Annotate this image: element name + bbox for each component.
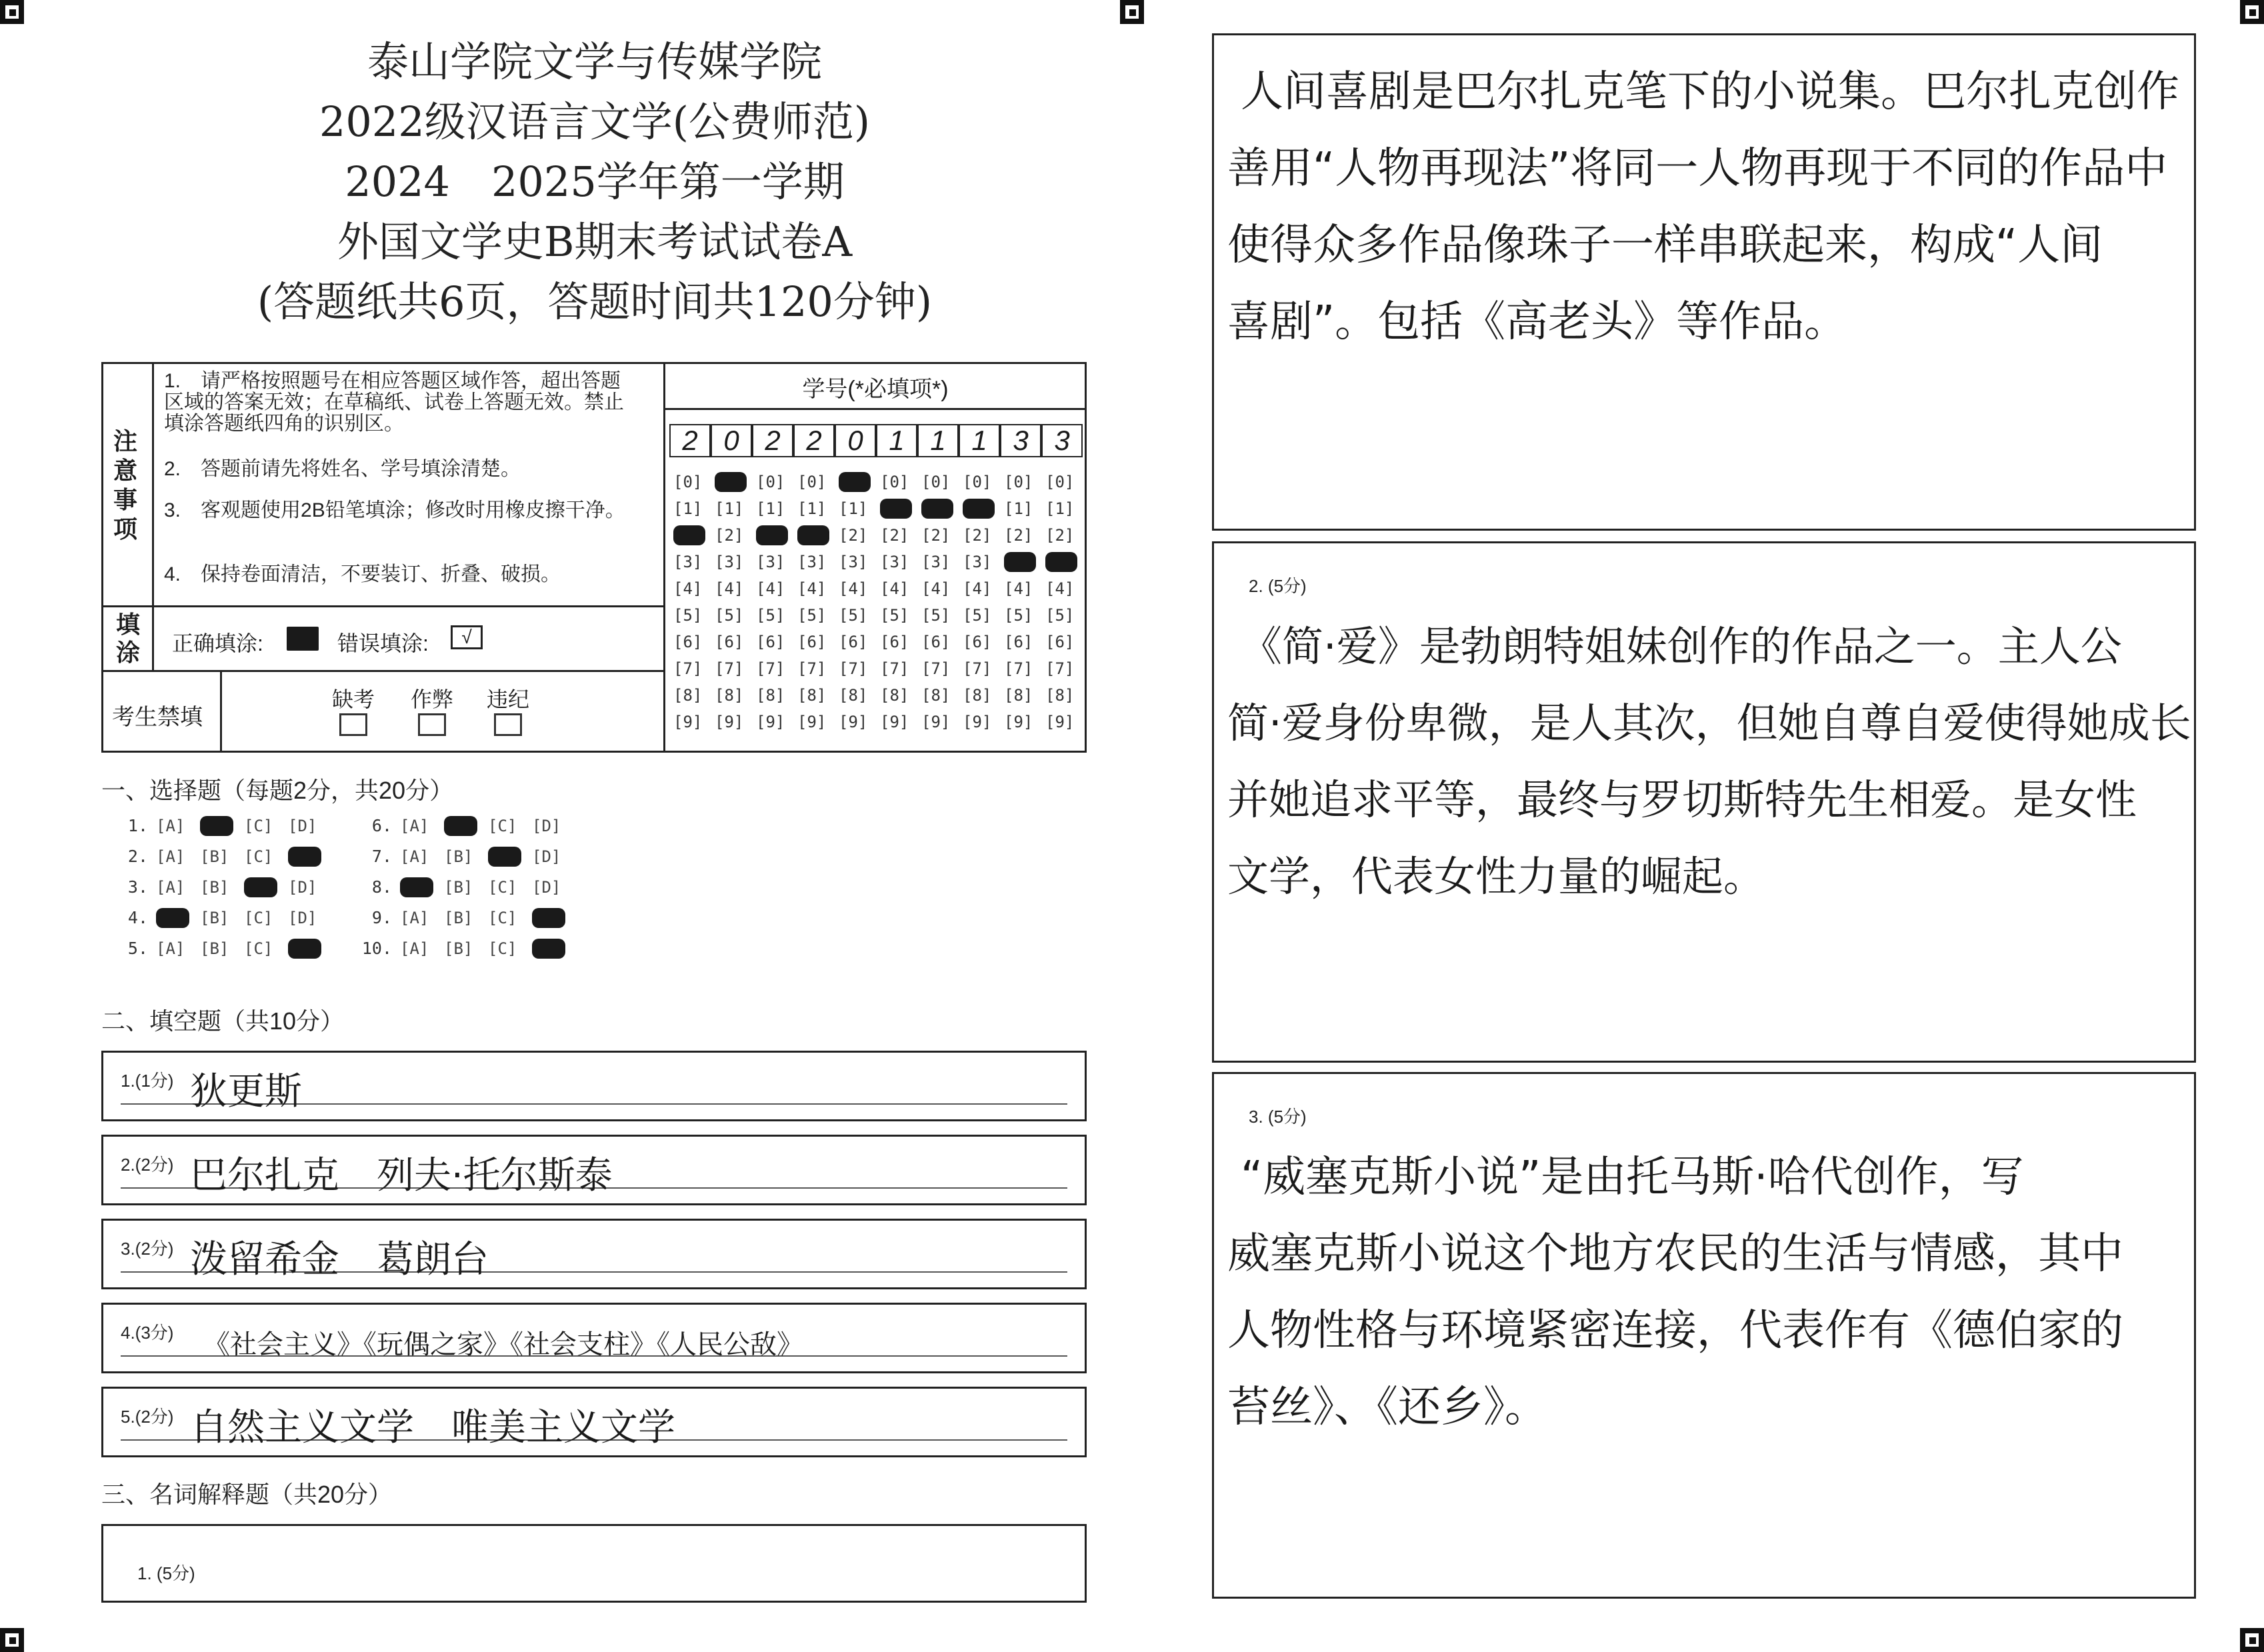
student-id-digit-box[interactable] [1041,424,1083,457]
student-id-bubble-filled[interactable] [673,525,705,545]
student-id-digit: 2 [682,425,698,456]
essay-question-label: 3. (5分) [1249,1107,1307,1127]
student-id-bubble[interactable]: [1] [1004,499,1033,518]
student-id-bubble[interactable]: [2] [1045,526,1075,545]
student-id-bubble[interactable]: [4] [756,579,785,598]
student-id-digit: 1 [930,425,946,456]
choice-question-number: 5. [127,939,148,958]
notice-item-3: 3. 客观题使用2B铅笔填涂；修改时用橡皮擦干净。 [164,499,625,521]
student-id-bubble[interactable]: [7] [839,659,868,678]
student-id-bubble[interactable]: [0] [756,473,785,491]
student-id-bubble[interactable]: [8] [1004,686,1033,705]
essay-answer-box[interactable] [1212,1072,2196,1599]
student-id-label: 学号(*必填项*) [802,377,949,402]
choice-question-number: 4. [127,908,148,927]
student-id-bubble[interactable]: [5] [673,606,703,625]
essay-answer-box[interactable] [1212,541,2196,1063]
choice-question-number: 3. [127,877,148,897]
choice-option[interactable]: [A] [400,817,429,835]
choice-question-number: 9. [371,908,392,927]
student-id-bubble[interactable]: [7] [921,659,951,678]
student-id-bubble[interactable]: [2] [963,526,992,545]
divider [663,362,665,753]
student-id-bubble[interactable]: [5] [715,606,744,625]
student-id-bubble[interactable]: [4] [921,579,951,598]
student-id-digit-box[interactable] [793,424,835,457]
student-id-digit: 2 [806,425,822,456]
student-id-digit: 3 [1013,425,1029,456]
essay-answer-line: 文学，代表女性力量的崛起。 [1227,852,1765,901]
choice-option-filled[interactable] [444,816,477,836]
student-id-bubble[interactable]: [4] [797,579,827,598]
student-id-bubble[interactable]: [9] [839,713,868,731]
forbidden-violation-label: 违纪 [486,687,529,711]
essay-answer-line: “威塞克斯小说”是由托马斯·哈代创作，写 [1241,1153,2024,1202]
essay-answer-line: 人物性格与环境紧密连接，代表作有《德伯家的 [1227,1306,2123,1355]
choice-option[interactable]: [A] [156,847,185,866]
notice-label: 注意事项 [113,427,138,543]
student-id-digit-box[interactable] [669,424,711,457]
fill-answer-text: 巴尔扎克 列夫·托尔斯泰 [190,1154,613,1197]
student-id-bubble[interactable]: [9] [756,713,785,731]
fill-answer-box[interactable] [101,1387,1087,1457]
essay-answer-line: 使得众多作品像珠子一样串联起来，构成“人间 [1227,221,2103,270]
choice-option[interactable]: [C] [488,817,517,835]
student-id-bubble[interactable]: [5] [839,606,868,625]
student-id-bubble[interactable]: [4] [1004,579,1033,598]
choice-option[interactable]: [A] [156,939,185,958]
student-id-bubble[interactable]: [6] [921,633,951,651]
section2-title: 二、填空题（共10分） [101,1007,345,1035]
student-id-bubble-grid[interactable] [669,467,1083,740]
essay-answer-line: 《简·爱》是勃朗特姐妹创作的作品之一。主人公 [1241,622,2122,671]
student-id-bubble[interactable]: [1] [1045,499,1075,518]
student-id-bubble-filled[interactable] [880,499,912,519]
corner-mark-top-right [2240,0,2264,24]
choice-option[interactable]: [D] [532,878,561,897]
student-id-bubble[interactable]: [8] [963,686,992,705]
student-id-bubble[interactable]: [4] [1045,579,1075,598]
fill-answer-box[interactable] [101,1051,1087,1121]
notice-item-4: 4. 保持卷面清洁，不要装订、折叠、破损。 [164,563,561,585]
fill-answer-text: 泼留希金 葛朗台 [190,1238,489,1281]
corner-mark-top-left [0,0,24,24]
choice-option[interactable]: [C] [488,939,517,958]
student-id-bubble[interactable]: [2] [921,526,951,545]
student-id-digits[interactable] [669,424,1083,464]
student-id-digit: 2 [765,425,781,456]
student-id-bubble[interactable]: [6] [797,633,827,651]
essay-answer-line: 并她追求平等，最终与罗切斯特先生相爱。是女性 [1227,775,2137,824]
choice-option[interactable]: [A] [156,817,185,835]
choice-option-filled[interactable] [200,816,233,836]
choice-option[interactable]: [D] [288,909,317,927]
essay-answer-line: 简·爱身份卑微，是人其次，但她自尊自爱使得她成长 [1227,699,2191,747]
divider [220,670,222,753]
student-id-bubble[interactable]: [1] [839,499,868,518]
header-line-5: (答题纸共6页，答题时间共120分钟) [257,277,933,326]
student-id-digit-box[interactable] [1000,424,1041,457]
choice-option[interactable]: [B] [200,847,229,866]
student-id-bubble[interactable]: [9] [921,713,951,731]
wrong-fill-sample [451,625,483,649]
student-id-bubble[interactable]: [9] [1004,713,1033,731]
choice-option[interactable]: [B] [200,939,229,958]
student-id-bubble[interactable]: [1] [797,499,827,518]
student-id-bubble-filled[interactable] [756,525,788,545]
student-id-bubble[interactable]: [6] [880,633,909,651]
student-id-bubble-filled[interactable] [1004,552,1036,572]
choice-option-filled[interactable] [400,877,433,897]
student-id-bubble[interactable]: [4] [963,579,992,598]
student-id-bubble[interactable]: [2] [1004,526,1033,545]
forbidden-absent-box[interactable] [339,713,367,736]
student-id-bubble[interactable]: [1] [756,499,785,518]
student-id-bubble[interactable]: [0] [673,473,703,491]
choice-option-filled[interactable] [288,847,321,867]
choice-option[interactable]: [D] [288,817,317,835]
student-id-bubble[interactable]: [7] [1045,659,1075,678]
choice-option[interactable]: [B] [444,939,473,958]
student-id-digit-box[interactable] [959,424,1000,457]
essay-answer-line: 喜剧”。包括《高老头》等作品。 [1227,297,1847,347]
forbidden-cheat[interactable] [408,683,456,739]
choice-option-filled[interactable] [288,939,321,959]
fill-answer-label: 1.(1分) [121,1071,174,1091]
student-id-bubble[interactable]: [8] [673,686,703,705]
wrong-fill-label: 错误填涂: [337,631,429,655]
choice-question-number: 10. [361,939,392,958]
forbidden-absent-label: 缺考 [331,687,375,711]
header-line-3: 2024 2025学年第一学期 [345,157,845,206]
choice-question-number: 8. [371,877,392,897]
student-id-bubble[interactable]: [3] [797,553,827,571]
student-id-bubble[interactable]: [5] [797,606,827,625]
forbidden-cheat-label: 作弊 [410,687,453,711]
divider [665,408,1087,410]
choice-option[interactable]: [C] [488,909,517,927]
divider [101,605,665,607]
essay-question-label: 2. (5分) [1249,576,1307,596]
header-line-1: 泰山学院文学与传媒学院 [367,37,822,86]
student-id-bubble[interactable]: [0] [880,473,909,491]
student-id-bubble-filled[interactable] [921,499,953,519]
essay-answer-line: 善用“人物再现法”将同一人物再现于不同的作品中 [1227,144,2168,193]
choice-option[interactable]: [A] [156,878,185,897]
choice-option[interactable]: [C] [244,817,273,835]
student-id-digit-box[interactable] [876,424,917,457]
student-id-bubble[interactable]: [4] [715,579,744,598]
essay-answer-line: 苔丝》、《还乡》。 [1227,1383,1547,1432]
student-id-bubble[interactable]: [8] [921,686,951,705]
student-id-bubble[interactable]: [1] [715,499,744,518]
student-id-bubble[interactable]: [1] [673,499,703,518]
fill-label: 填涂 [116,611,141,666]
student-id-bubble[interactable]: [8] [880,686,909,705]
forbidden-violation[interactable] [484,683,532,739]
choice-option[interactable]: [C] [244,939,273,958]
choice-option[interactable]: [A] [400,909,429,927]
forbidden-cheat-box[interactable] [418,713,446,736]
choice-option-filled[interactable] [532,908,565,928]
student-id-digit-box[interactable] [917,424,959,457]
student-id-bubble[interactable]: [4] [880,579,909,598]
student-id-bubble[interactable]: [0] [1045,473,1075,491]
fill-answer-label: 4.(3分) [121,1323,174,1343]
student-id-bubble[interactable]: [4] [839,579,868,598]
divider [101,670,665,672]
student-id-bubble[interactable]: [7] [963,659,992,678]
student-id-bubble[interactable]: [3] [880,553,909,571]
student-id-bubble[interactable]: [9] [880,713,909,731]
student-id-digit: 0 [847,425,863,456]
fill-answer-label: 2.(2分) [121,1155,174,1175]
student-id-bubble[interactable]: [3] [715,553,744,571]
fill-answer-label: 5.(2分) [121,1407,174,1427]
student-id-bubble-filled[interactable] [839,472,871,492]
student-id-digit-box[interactable] [711,424,752,457]
fill-answer-box[interactable] [101,1303,1087,1373]
choice-option-filled[interactable] [244,877,277,897]
choice-question-number: 7. [371,847,392,866]
student-id-bubble-filled[interactable] [797,525,829,545]
choice-question-number: 1. [127,816,148,835]
student-id-bubble[interactable]: [5] [1004,606,1033,625]
choice-option[interactable]: [D] [532,847,561,866]
student-id-bubble[interactable]: [0] [1004,473,1033,491]
student-id-bubble[interactable]: [2] [715,526,744,545]
student-id-bubble[interactable]: [7] [880,659,909,678]
student-id-bubble[interactable]: [6] [963,633,992,651]
fill-answer-text: 《社会主义》《玩偶之家》《社会支柱》《人民公敌》 [203,1329,803,1360]
choice-option[interactable]: [A] [400,847,429,866]
section1-title: 一、选择题（每题2分，共20分） [101,777,454,804]
student-id-bubble[interactable]: [9] [963,713,992,731]
term-q1-box[interactable] [101,1524,1087,1603]
student-id-bubble[interactable]: [9] [797,713,827,731]
forbidden-absent[interactable] [329,683,377,739]
student-id-bubble[interactable]: [2] [880,526,909,545]
forbidden-violation-box[interactable] [494,713,522,736]
student-id-bubble[interactable]: [3] [673,553,703,571]
term-q1-label: 1. (5分) [137,1563,195,1583]
student-id-bubble[interactable]: [8] [797,686,827,705]
essay-answer-line: 人间喜剧是巴尔扎克笔下的小说集。巴尔扎克创作 [1241,67,2179,117]
essay-answer-line: 威塞克斯小说这个地方农民的生活与情感，其中 [1227,1229,2123,1279]
essay-answer-box[interactable] [1212,33,2196,531]
section3-title: 三、名词解释题（共20分） [101,1481,393,1508]
choice-option[interactable]: [D] [532,817,561,835]
student-id-bubble[interactable]: [9] [1045,713,1075,731]
student-id-bubble-filled[interactable] [715,472,747,492]
student-id-bubble[interactable]: [6] [1045,633,1075,651]
corner-mark-top-center [1120,0,1144,24]
student-id-bubble[interactable]: [8] [756,686,785,705]
choice-option[interactable]: [B] [444,847,473,866]
choice-option-filled[interactable] [488,847,521,867]
student-id-bubble[interactable]: [3] [756,553,785,571]
student-id-bubble[interactable]: [0] [921,473,951,491]
choice-option[interactable]: [B] [200,909,229,927]
student-id-digit: 1 [971,425,987,456]
student-id-bubble[interactable]: [6] [756,633,785,651]
student-id-bubble[interactable]: [6] [715,633,744,651]
correct-fill-label: 正确填涂: [172,631,263,655]
student-id-bubble[interactable]: [3] [963,553,992,571]
divider [152,362,154,670]
student-id-bubble[interactable]: [3] [921,553,951,571]
student-id-bubble[interactable]: [7] [1004,659,1033,678]
choice-option[interactable]: [D] [288,878,317,897]
choice-option[interactable]: [B] [444,909,473,927]
student-id-bubble[interactable]: [5] [756,606,785,625]
student-id-bubble[interactable]: [5] [880,606,909,625]
student-id-bubble[interactable]: [7] [756,659,785,678]
choice-answers[interactable] [113,816,593,976]
student-id-bubble[interactable]: [7] [797,659,827,678]
corner-mark-bottom-right [2240,1628,2264,1652]
choice-option[interactable]: [C] [488,878,517,897]
choice-option[interactable]: [B] [444,878,473,897]
student-id-bubble[interactable]: [5] [921,606,951,625]
corner-mark-bottom-left [0,1628,24,1652]
student-id-bubble[interactable]: [3] [839,553,868,571]
student-id-digit: 3 [1054,425,1070,456]
choice-option[interactable]: [A] [400,939,429,958]
choice-option[interactable]: [B] [200,878,229,897]
student-id-bubble[interactable]: [8] [839,686,868,705]
choice-option-filled[interactable] [532,939,565,959]
student-id-bubble[interactable]: [7] [673,659,703,678]
student-id-bubble[interactable]: [6] [839,633,868,651]
header-line-2: 2022级汉语言文学(公费师范) [319,97,871,146]
student-id-digit-box[interactable] [835,424,876,457]
wrong-fill-mark: √ [461,627,472,647]
student-id-bubble-filled[interactable] [963,499,995,519]
forbidden-label: 考生禁填 [112,705,203,730]
notice-item-2: 2. 答题前请先将姓名、学号填涂清楚。 [164,458,521,480]
choice-question-number: 2. [127,847,148,866]
choice-option[interactable]: [C] [244,847,273,866]
student-id-bubble[interactable]: [6] [673,633,703,651]
correct-fill-sample [287,627,319,651]
student-id-bubble-filled[interactable] [1045,552,1077,572]
student-id-bubble[interactable]: [7] [715,659,744,678]
header-line-4: 外国文学史B期末考试试卷A [337,217,853,266]
choice-option-filled[interactable] [156,908,189,928]
student-id-bubble[interactable]: [4] [673,579,703,598]
student-id-bubble[interactable]: [9] [715,713,744,731]
choice-option[interactable]: [C] [244,909,273,927]
fill-answer-text: 狄更斯 [190,1070,302,1113]
student-id-digit: 0 [723,425,739,456]
student-id-bubble[interactable]: [9] [673,713,703,731]
fill-answer-label: 3.(2分) [121,1239,174,1259]
student-id-digit: 1 [889,425,905,456]
student-id-bubble[interactable]: [6] [1004,633,1033,651]
student-id-bubble[interactable]: [0] [797,473,827,491]
student-id-digit-box[interactable] [752,424,793,457]
student-id-bubble[interactable]: [2] [839,526,868,545]
notice-item-1: 1. 请严格按照题号在相应答题区域作答，超出答题区域的答案无效；在草稿纸、试卷上答题无效。禁止填涂答题纸四角的识别区。 [164,370,624,435]
student-id-bubble[interactable]: [8] [1045,686,1075,705]
student-id-bubble[interactable]: [5] [1045,606,1075,625]
fill-answer-box[interactable] [101,1135,1087,1205]
student-id-bubble[interactable]: [8] [715,686,744,705]
student-id-bubble[interactable]: [0] [963,473,992,491]
student-id-bubble[interactable]: [5] [963,606,992,625]
fill-answer-text: 自然主义文学 唯美主义文学 [190,1406,675,1449]
choice-question-number: 6. [371,816,392,835]
fill-answer-box[interactable] [101,1219,1087,1289]
